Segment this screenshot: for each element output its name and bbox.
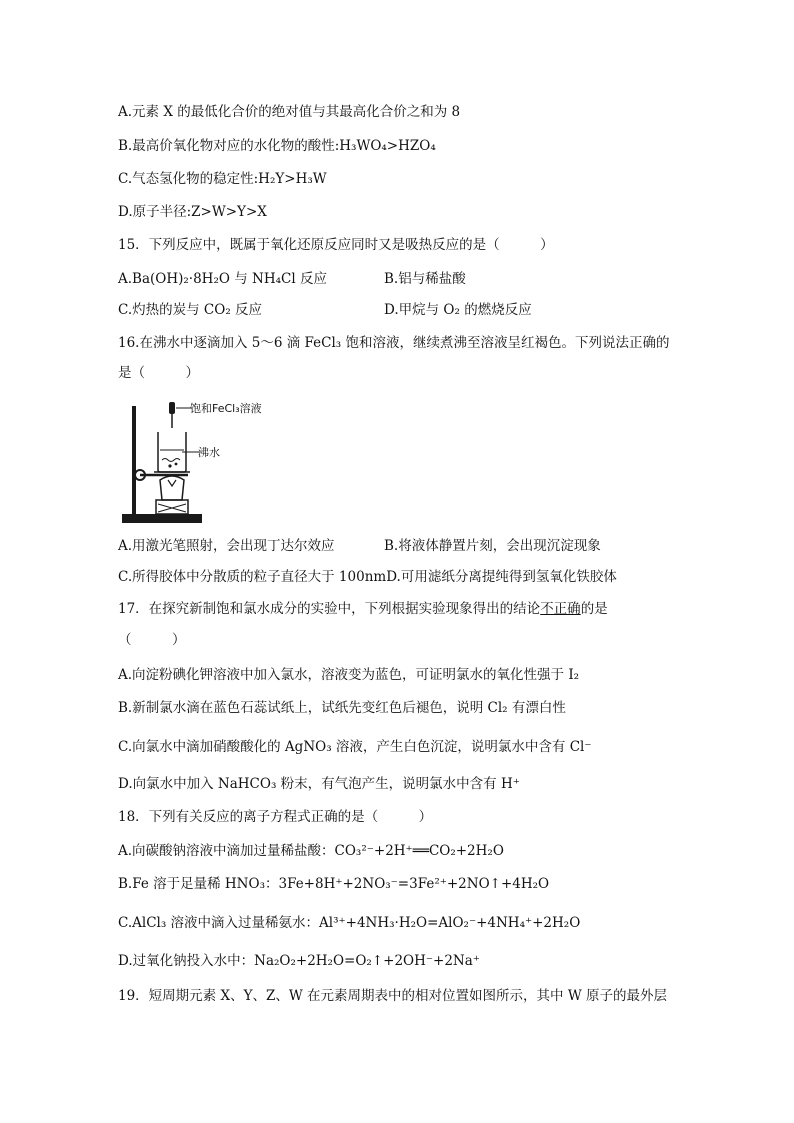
alcohol-lamp <box>160 476 184 500</box>
q16-option-a: A.用激光笔照射，会出现丁达尔效应 <box>118 538 335 554</box>
q14-option-d: D.原子半径:Z>W>Y>X <box>118 204 267 220</box>
q16-option-cd: C.所得胶体中分散质的粒子直径大于 100nmD.可用滤纸分离提纯得到氢氧化铁胶体 <box>118 569 617 585</box>
figure-label-saturated-fecl3: 饱和FeCl₃溶液 <box>190 402 262 415</box>
q16-stem-line1: 16.在沸水中逐滴加入 5～6 滴 FeCl₃ 饱和溶液，继续煮沸至溶液呈红褐色。下列说法正确的 <box>118 335 670 351</box>
q18-stem: 18．下列有关反应的离子方程式正确的是（ ） <box>118 809 433 825</box>
q17-option-d: D.向氯水中加入 NaHCO₃ 粉末，有气泡产生，说明氯水中含有 H⁺ <box>118 776 520 792</box>
q15-option-d: D.甲烷与 O₂ 的燃烧反应 <box>384 302 532 318</box>
apparatus-figure <box>118 396 263 529</box>
dropper-bulb <box>169 402 175 414</box>
q15-stem: 15．下列反应中，既属于氧化还原反应同时又是吸热反应的是（ ） <box>118 237 554 253</box>
q17-stem <box>118 600 608 618</box>
q17-option-b: B.新制氯水滴在蓝色石蕊试纸上，试纸先变红色后褪色，说明 Cl₂ 有漂白性 <box>118 700 566 716</box>
q18-option-b: B.Fe 溶于足量稀 HNO₃：3Fe+8H⁺+2NO₃⁻=3Fe²⁺+2NO↑+4H₂O <box>118 876 550 892</box>
q17-stem-emphasis: 不正确 <box>540 601 581 617</box>
q14-option-b: B.最高价氧化物对应的水化物的酸性:H₃WO₄>HZO₄ <box>118 138 436 154</box>
q16-stem-line2: 是（ ） <box>118 365 199 381</box>
q15-option-b: B.铝与稀盐酸 <box>384 271 466 287</box>
stand-rod <box>132 406 136 516</box>
q19-stem: 19．短周期元素 X、Y、Z、W 在元素周期表中的相对位置如图所示，其中 W 原子的最外层 <box>118 988 667 1004</box>
q17-stem-pre: 17．在探究新制饱和氯水成分的实验中，下列根据实验现象得出的结论 <box>118 601 541 617</box>
q18-option-c: C.AlCl₃ 溶液中滴入过量稀氨水：Al³⁺+4NH₃·H₂O=AlO₂⁻+4NH₄⁺+2H₂O <box>118 915 581 931</box>
q18-option-d: D.过氧化钠投入水中：Na₂O₂+2H₂O=O₂↑+2OH⁻+2Na⁺ <box>118 953 480 969</box>
q18-option-a: A.向碳酸钠溶液中滴加过量稀盐酸：CO₃²⁻+2H⁺══CO₂+2H₂O <box>118 843 504 859</box>
q17-stem-post: 的是 <box>580 601 608 617</box>
q17-option-a: A.向淀粉碘化钾溶液中加入氯水，溶液变为蓝色，可证明氯水的氧化性强于 I₂ <box>118 667 580 683</box>
q14-option-a: A.元素 X 的最低化合价的绝对值与其最高化合价之和为 8 <box>118 104 461 120</box>
q15-option-a: A.Ba(OH)₂·8H₂O 与 NH₄Cl 反应 <box>118 271 327 287</box>
q16-option-b: B.将液体静置片刻，会出现沉淀现象 <box>384 538 601 554</box>
q17-stem-line2: （ ） <box>118 632 186 648</box>
figure-label-boiling-water: 沸水 <box>198 446 220 459</box>
beaker <box>158 432 186 472</box>
q17-option-c: C.向氯水中滴加硝酸酸化的 AgNO₃ 溶液，产生白色沉淀，说明氯水中含有 Cl⁻ <box>118 739 592 755</box>
q14-option-c: C.气态氢化物的稳定性:H₂Y>H₃W <box>118 171 327 187</box>
q15-option-c: C.灼热的炭与 CO₂ 反应 <box>118 302 263 318</box>
